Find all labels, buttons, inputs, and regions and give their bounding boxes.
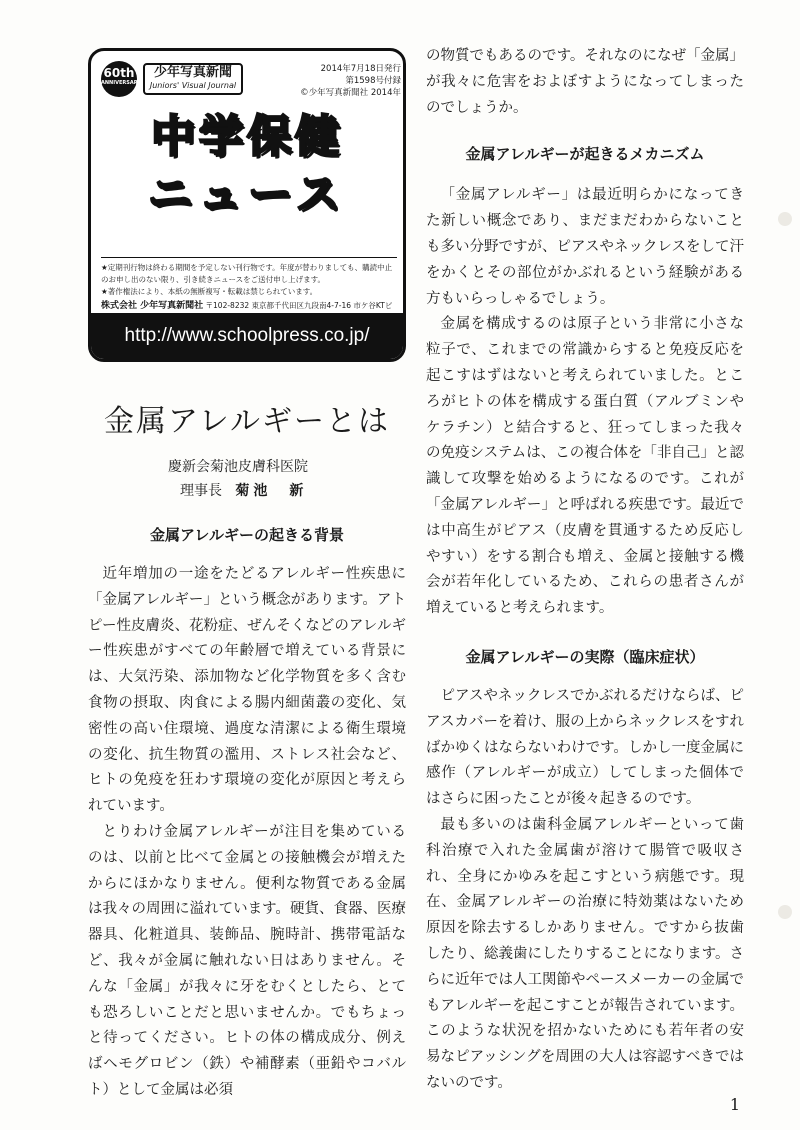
- copyright-note: ★著作権法により、本紙の無断複写・転載は禁じられています。: [101, 287, 318, 296]
- publication-date: 2014年7月18日発行: [320, 64, 401, 74]
- company-address: 〒102-8232 東京都千代田区九段南4-7-16 市ケ谷KTビ: [205, 301, 393, 310]
- masthead: [88, 48, 406, 362]
- anniversary-sub: ANNIVERSARY: [101, 80, 141, 86]
- copyright: ©少年写真新聞社 2014年: [300, 88, 401, 98]
- page-number: 1: [729, 1095, 740, 1114]
- section-heading-mechanism: 金属アレルギーが起きるメカニズム: [465, 145, 705, 164]
- publisher-logo-jp: 少年写真新聞: [153, 65, 232, 80]
- background-paragraph-1: 近年増加の一途をたどるアレルギー性疾患に「金属アレルギー」という概念があります。アトピー性皮膚炎、花粉症、ぜんそくなどのアレルギー性疾患がすべての年齢層で増えている背景には、大気汚染、添加物など化学物質を多く含む食物の摂取、肉食による腸内細菌叢の変化、気密性の高い住環境、過度な清潔による衛生環境の変化、抗生物質の濫用、ストレス社会など、ヒトの免疫を狂わす環境の変化が原因と考えられています。: [88, 566, 406, 815]
- anniversary-badge: [101, 61, 141, 97]
- issue-number: 第1598号付録: [345, 76, 401, 86]
- clinical-paragraph-1: ピアスやネックレスでかぶれるだけならば、ピアスカバーを着け、服の上からネックレスをすればかゆくはならないわけです。しかし一度金属に感作（アレルギーが成立）してしまった個体ではさらに困ったことが後々起きるのです。: [426, 687, 744, 808]
- masthead-header: [91, 51, 403, 107]
- author-role: 理事長: [180, 483, 222, 499]
- clinical-paragraph-2: 最も多いのは歯科金属アレルギーといって歯科治療で入れた金属歯が溶けて腸管で吸収され、全身にかゆみを起こすという病態です。現在、金属アレルギーの治療に特効薬はないため原因を除去するしかありません。ですから抜歯したり、総義歯にしたりすることになります。さらに近年では人工関節やペースメーカーの金属でもアレルギーを起こすことが報告されています。このような状況を招かないためにも若年者の安易なピアッシングを周囲の大人は容認すべきではないのです。: [426, 816, 744, 1091]
- right-column: [426, 44, 744, 1097]
- website-url[interactable]: http://www.schoolpress.co.jp/: [91, 313, 403, 359]
- publisher-logo-en: Juniors' Visual Journal: [149, 81, 237, 90]
- background-paragraph-2-continued: の物質でもあるのです。それなのになぜ「金属」が我々に危害をおよぼすようになってしまったのでしょうか。: [426, 48, 744, 116]
- background-paragraph-2: とりわけ金属アレルギーが注目を集めているのは、以前と比べて金属との接触機会が増えたからにほかなりません。便利な物質である金属は我々の周囲に溢れています。硬貨、食器、医療器具、化粧道具、装飾品、腕時計、携帯電話など、我々が金属に触れない日はありません。そんな「金属」が我々に牙をむくとしたら、とても恐ろしいことだと思いませんか。でもちょっと待ってください。ヒトの体の構成成分、例えばヘモグロビン（鉄）や補酵素（亜鉛やコバルト）として金属は必須: [88, 823, 406, 1098]
- author-affiliation: 慶新会菊池皮膚科医院: [168, 459, 308, 475]
- section-heading-clinical: 金属アレルギーの実際（臨床症状）: [465, 647, 705, 666]
- left-column: [88, 522, 406, 1104]
- publication-info: [251, 63, 401, 99]
- section-heading-background: 金属アレルギーの起きる背景: [149, 526, 345, 544]
- author-line: [168, 479, 388, 503]
- mechanism-paragraph-1: 「金属アレルギー」は最近明らかになってきた新しい概念であり、まだまだわからないことも多い分野ですが、ピアスやネックレスをして汗をかくとその部位がかぶれるという経験がある方もいらっしゃるでしょう。: [426, 187, 744, 307]
- publisher-logo: [143, 63, 243, 95]
- article-title: 金属アレルギーとは: [103, 404, 391, 439]
- subscription-note: ★定期刊行物は終わる期間を予定しない刊行物です。年度が替わりましても、購読中止のお申し出のない限り、引き続きニュースをご送付申し上げます。: [101, 263, 393, 284]
- mechanism-paragraph-2: 金属を構成するのは原子という非常に小さな粒子で、これまでの常識からすると免疫反応を起こすはずはないと考えられていました。ところがヒトの体を構成する蛋白質（アルブミンやケラチン）と結合すると、狂ってしまった我々の免疫システムは、この複合体を「非自己」と認識して攻撃を始めるようになるのです。これが「金属アレルギー」と呼ばれる疾患です。最近では中高生がピアス（皮膚を貫通するため反応しやすい）をする割合も増え、金属と接触する機会が若年化しているため、これらの患者さんが増えていると考えられます。: [426, 316, 744, 617]
- masthead-title-line2: ニュース: [148, 169, 346, 220]
- anniversary-number: 60th: [103, 66, 135, 80]
- punch-hole-bottom: [778, 905, 792, 919]
- author-name: 菊池 新: [235, 483, 308, 499]
- punch-hole-top: [778, 212, 792, 226]
- company-name: 株式会社 少年写真新聞社: [101, 301, 204, 311]
- masthead-title-line1: 中学保健: [151, 111, 343, 162]
- author-block: [168, 455, 388, 503]
